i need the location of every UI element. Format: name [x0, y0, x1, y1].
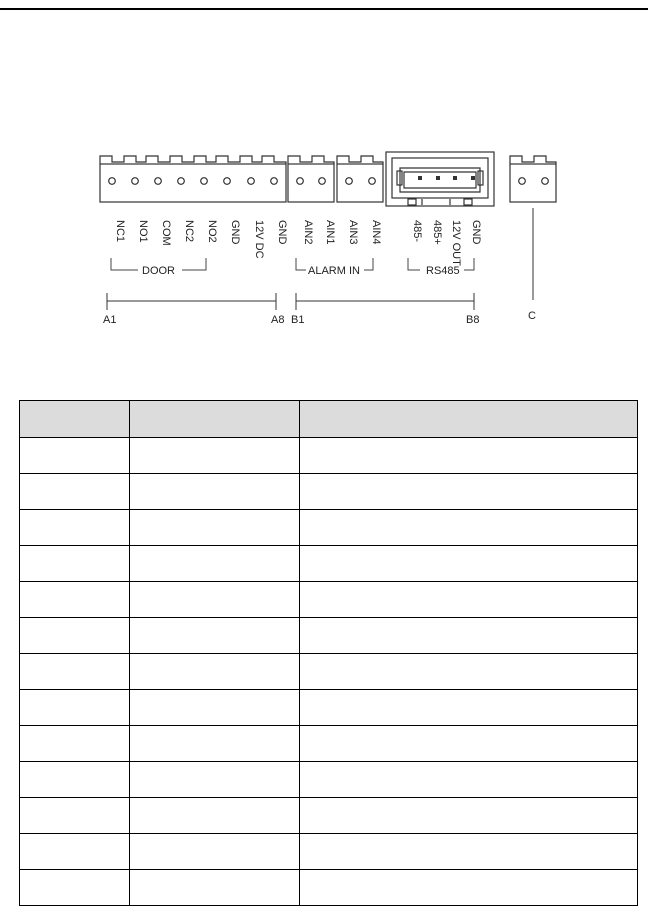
table-cell — [300, 546, 638, 582]
ref-label-a1: A1 — [103, 314, 117, 326]
table-cell — [130, 762, 300, 798]
table-cell — [130, 546, 300, 582]
pin-label-ain3: AIN3 — [347, 220, 359, 245]
table-cell — [130, 654, 300, 690]
table-cell — [130, 726, 300, 762]
terminal-diagram — [0, 0, 648, 340]
group-label-rs485: RS485 — [426, 265, 460, 277]
terminal-block-b1 — [288, 156, 334, 202]
ref-label-a8: A8 — [271, 314, 285, 326]
table-cell — [20, 834, 130, 870]
terminal-block-b2 — [337, 156, 383, 202]
ref-label-c: C — [528, 310, 536, 322]
table-row — [20, 798, 638, 834]
pin-definition-table — [19, 400, 638, 906]
terminal-block-c — [510, 156, 556, 202]
table-cell — [300, 762, 638, 798]
table-cell — [300, 690, 638, 726]
pin-label-485-plus: 485+ — [431, 220, 443, 245]
pin-label-12v-dc: 12V DC — [253, 220, 265, 259]
table-header-row — [20, 401, 638, 438]
table-cell — [130, 798, 300, 834]
table-cell — [300, 834, 638, 870]
table-cell — [130, 474, 300, 510]
table-row — [20, 510, 638, 546]
table-cell — [20, 546, 130, 582]
pin-label-gnd-door: GND — [229, 220, 241, 245]
table-cell — [20, 438, 130, 474]
table-cell — [300, 726, 638, 762]
rs485-pins — [418, 176, 475, 180]
table-cell — [300, 438, 638, 474]
table-cell — [130, 690, 300, 726]
table-row — [20, 618, 638, 654]
table-header-cell — [300, 401, 638, 438]
group-label-alarm-in: ALARM IN — [308, 265, 360, 277]
table-cell — [20, 582, 130, 618]
terminal-block-a — [100, 156, 286, 202]
table-row — [20, 474, 638, 510]
table-header-cell — [20, 401, 130, 438]
table-cell — [130, 870, 300, 906]
pin-label-nc2: NC2 — [183, 220, 195, 243]
table-cell — [130, 582, 300, 618]
table-cell — [130, 510, 300, 546]
table-cell — [300, 510, 638, 546]
pin-label-485-minus: 485- — [411, 220, 423, 243]
pin-label-no2: NO2 — [206, 220, 218, 243]
table-cell — [130, 438, 300, 474]
table-row — [20, 834, 638, 870]
table-cell — [20, 798, 130, 834]
table-cell — [300, 870, 638, 906]
table-row — [20, 582, 638, 618]
table-cell — [300, 582, 638, 618]
table-cell — [20, 510, 130, 546]
table-row — [20, 654, 638, 690]
pin-label-gnd-rs485: GND — [470, 220, 482, 245]
pin-label-ain2: AIN2 — [302, 220, 314, 245]
table-row — [20, 726, 638, 762]
ref-label-b8: B8 — [466, 314, 480, 326]
table-cell — [300, 654, 638, 690]
table-cell — [20, 618, 130, 654]
table-row — [20, 438, 638, 474]
table-cell — [20, 870, 130, 906]
table-row — [20, 870, 638, 906]
table-header-cell — [130, 401, 300, 438]
table-cell — [300, 798, 638, 834]
table-cell — [130, 618, 300, 654]
pin-label-no1: NO1 — [137, 220, 149, 243]
pin-label-gnd-power: GND — [276, 220, 288, 245]
table-cell — [20, 474, 130, 510]
pin-label-ain1: AIN1 — [324, 220, 336, 245]
table-row — [20, 546, 638, 582]
table-row — [20, 690, 638, 726]
table-cell — [300, 474, 638, 510]
table-cell — [20, 726, 130, 762]
table-cell — [20, 690, 130, 726]
table-cell — [20, 654, 130, 690]
table-row — [20, 762, 638, 798]
pin-label-12v-out: 12V OUT — [450, 220, 462, 266]
terminal-diagram-svg — [0, 0, 648, 340]
pin-label-com: COM — [160, 220, 172, 246]
group-label-door: DOOR — [142, 265, 175, 277]
table-cell — [20, 762, 130, 798]
ref-label-b1: B1 — [291, 314, 305, 326]
table-cell — [130, 834, 300, 870]
pin-label-ain4: AIN4 — [370, 220, 382, 245]
pin-label-nc1: NC1 — [114, 220, 126, 243]
table-cell — [300, 618, 638, 654]
